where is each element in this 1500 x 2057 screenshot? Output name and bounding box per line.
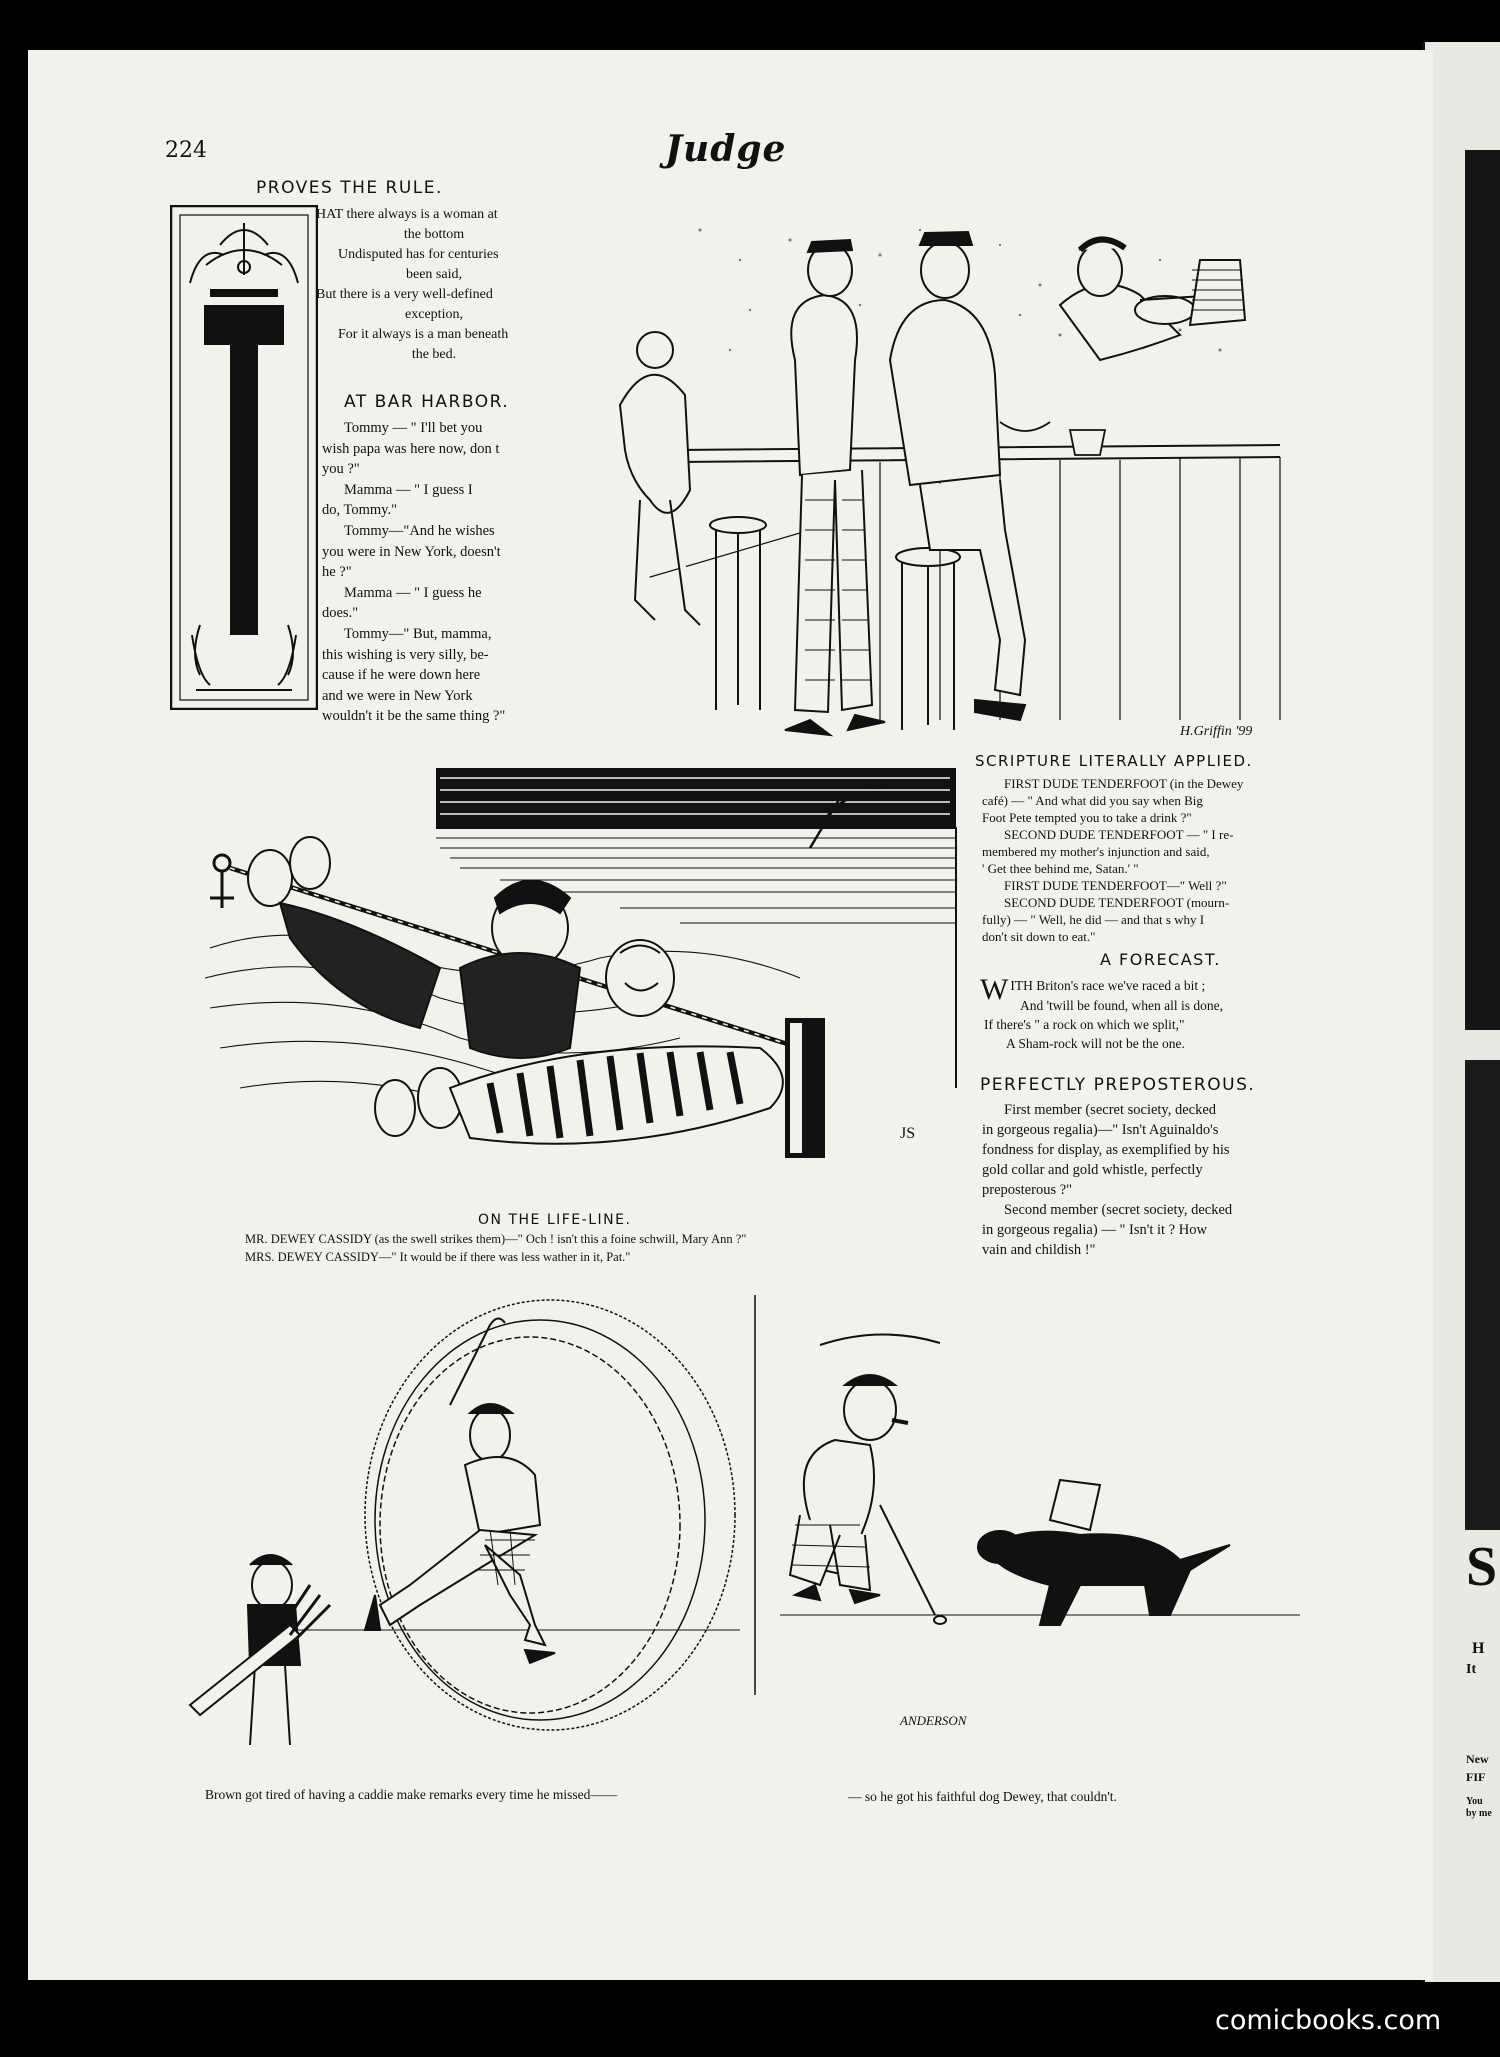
forecast-title: A FORECAST.: [1100, 950, 1221, 969]
dialogue-line: and we were in New York: [322, 687, 473, 704]
svg-text:H.Griffin '99: H.Griffin '99: [1180, 724, 1253, 739]
scripture-dialogue: [982, 775, 1290, 945]
dialogue-line: ' Get thee behind me, Satan.' ": [982, 861, 1139, 876]
adjacent-page-word-you: You: [1466, 1796, 1483, 1807]
bar-counter-illustration: [580, 200, 1300, 755]
poem-line-text: ITH Briton's race we've raced a bit ;: [1010, 978, 1206, 993]
adjacent-page-word-by-me: by me: [1466, 1808, 1492, 1819]
dialogue-line: fondness for display, as exemplified by his: [982, 1142, 1230, 1158]
adjacent-page-letter-h: H: [1472, 1640, 1485, 1657]
dialogue-line: don't sit down to eat.": [982, 929, 1096, 944]
adjacent-page-word-fif: FIF: [1466, 1770, 1486, 1784]
svg-text:ANDERSON: ANDERSON: [900, 1713, 967, 1728]
bar-harbor-title: AT BAR HARBOR.: [344, 392, 510, 412]
dialogue-line: vain and childish !": [982, 1242, 1096, 1258]
dialogue-line: Second member (secret society, decked: [1004, 1202, 1233, 1218]
dialogue-line: FIRST DUDE TENDERFOOT (in the Dewey: [1004, 776, 1244, 791]
poem-line: been said,: [406, 267, 462, 282]
dialogue-line: this wishing is very silly, be-: [322, 646, 489, 663]
life-line-illustration: [200, 768, 960, 1188]
adjacent-page-bottle-ad: [1465, 1060, 1500, 1530]
proves-the-rule-title: PROVES THE RULE.: [256, 178, 443, 198]
golf-caption-left: Brown got tired of having a caddie make remarks every time he missed——: [205, 1787, 618, 1802]
dialogue-line: Mamma — " I guess I: [344, 481, 473, 498]
poem-line: exception,: [405, 307, 463, 322]
dialogue-line: FIRST DUDE TENDERFOOT—" Well ?": [1004, 878, 1227, 893]
golf-caption-right: — so he got his faithful dog Dewey, that couldn't.: [848, 1789, 1117, 1804]
dialogue-line: SECOND DUDE TENDERFOOT — " I re-: [1004, 827, 1234, 842]
life-line-caption-2: MRS. DEWEY CASSIDY—" It would be if there was less wather in it, Pat.": [245, 1250, 631, 1264]
preposterous-title: PERFECTLY PREPOSTEROUS.: [980, 1075, 1256, 1095]
adjacent-page-big-letter: S: [1466, 1536, 1498, 1598]
dialogue-line: membered my mother's injunction and said,: [982, 844, 1210, 859]
poem-line: But there is a very well-defined: [316, 287, 493, 302]
dialogue-line: preposterous ?": [982, 1182, 1073, 1198]
dialogue-line: Foot Pete tempted you to take a drink ?": [982, 810, 1192, 825]
dialogue-line: Tommy — " I'll bet you: [344, 420, 483, 436]
svg-text:JS: JS: [900, 1125, 916, 1142]
ornamental-drop-cap-panel: [170, 205, 318, 710]
poem-line: A Sham-rock will not be the one.: [1006, 1036, 1185, 1051]
dialogue-line: Mamma — " I guess he: [344, 584, 482, 601]
poem-line: the bed.: [411, 347, 457, 362]
poem-line: the bottom: [403, 227, 465, 242]
dialogue-line: SECOND DUDE TENDERFOOT (mourn-: [1004, 895, 1230, 910]
poem-line: HAT there always is a woman at: [316, 207, 498, 222]
poem-line: If there's " a rock on which we split,": [984, 1017, 1185, 1032]
watermark: comicbooks.com: [1215, 2005, 1442, 2036]
dialogue-line: do, Tommy.": [322, 502, 397, 519]
dialogue-line: he ?": [322, 564, 352, 581]
drop-cap-w: W: [980, 973, 1009, 1006]
bar-harbor-dialogue: [322, 418, 552, 727]
golf-illustration: [180, 1285, 1320, 1780]
dialogue-line: Tommy—"And he wishes: [344, 522, 495, 539]
poem-line: For it always is a man beneath: [338, 327, 509, 342]
adjacent-page-word-new: New: [1466, 1752, 1489, 1766]
dialogue-line: in gorgeous regalia)—" Isn't Aguinaldo's: [982, 1122, 1219, 1138]
page-number: 224: [165, 138, 207, 163]
forecast-poem: [980, 973, 1292, 1053]
adjacent-page-dark-block: [1465, 150, 1500, 1030]
poem-line: Undisputed has for centuries: [338, 247, 499, 262]
dialogue-line: you were in New York, doesn't: [322, 543, 501, 560]
adjacent-page-word-it: It: [1466, 1662, 1477, 1677]
masthead-title: Judge: [665, 128, 787, 170]
proves-the-rule-poem: [316, 205, 552, 365]
dialogue-line: Tommy—" But, mamma,: [344, 625, 492, 642]
scripture-title: SCRIPTURE LITERALLY APPLIED.: [975, 752, 1253, 770]
dialogue-line: First member (secret society, decked: [1004, 1102, 1217, 1118]
dialogue-line: café) — " And what did you say when Big: [982, 793, 1203, 808]
life-line-caption-1: MR. DEWEY CASSIDY (as the swell strikes them)—" Och ! isn't this a foine schwill, Mary Ann ?": [245, 1232, 747, 1246]
dialogue-line: does.": [322, 605, 359, 622]
dialogue-line: cause if he were down here: [322, 667, 481, 684]
poem-line: And 'twill be found, when all is done,: [1020, 998, 1224, 1013]
dialogue-line: wouldn't it be the same thing ?": [322, 708, 506, 725]
dialogue-line: fully) — " Well, he did — and that s why I: [982, 912, 1205, 927]
life-line-title: ON THE LIFE-LINE.: [478, 1212, 632, 1228]
dialogue-line: in gorgeous regalia) — " Isn't it ? How: [982, 1222, 1207, 1238]
dialogue-line: you ?": [322, 461, 360, 478]
preposterous-dialogue: [982, 1100, 1292, 1260]
dialogue-line: wish papa was here now, don t: [322, 440, 500, 457]
dialogue-line: gold collar and gold whistle, perfectly: [982, 1162, 1203, 1178]
